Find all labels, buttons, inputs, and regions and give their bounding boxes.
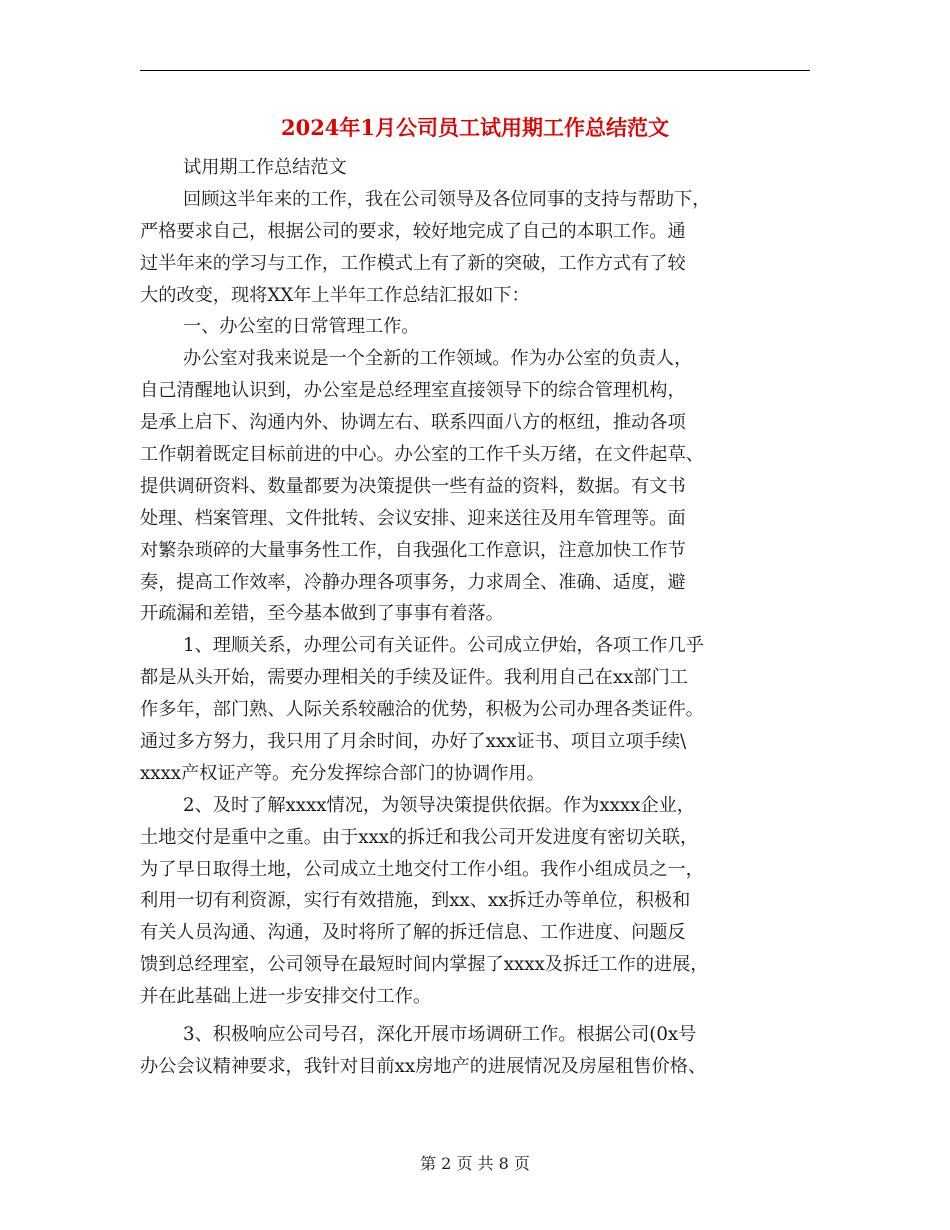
paragraph-line: 对繁杂琐碎的大量事务性工作，自我强化工作意识，注意加快工作节 bbox=[140, 539, 686, 561]
paragraph-line: 通过多方努力，我只用了月余时间，办好了xxx证书、项目立项手续\ bbox=[140, 731, 687, 753]
paragraph-line: xxxx产权证产等。充分发挥综合部门的协调作用。 bbox=[140, 762, 545, 784]
paragraph-line: 办公室对我来说是一个全新的工作领域。作为办公室的负责人， bbox=[183, 348, 693, 370]
paragraph-line: 开疏漏和差错，至今基本做到了事事有着落。 bbox=[140, 603, 504, 625]
paragraph-line: 都是从头开始，需要办理相关的手续及证件。我利用自己在xx部门工 bbox=[140, 667, 688, 689]
paragraph-line: 土地交付是重中之重。由于xxx的拆迁和我公司开发进度有密切关联， bbox=[140, 826, 699, 848]
page-number: 第 2 页 共 8 页 bbox=[420, 1154, 530, 1173]
paragraph-line: 过半年来的学习与工作，工作模式上有了新的突破，工作方式有了较 bbox=[140, 252, 686, 274]
paragraph-line: 利用一切有利资源，实行有效措施，到xx、xx拆迁办等单位，积极和 bbox=[140, 890, 691, 912]
paragraph-line: 1、理顺关系，办理公司有关证件。公司成立伊始，各项工作几乎 bbox=[183, 635, 704, 657]
paragraph-line: 馈到总经理室，公司领导在最短时间内掌握了xxxx及拆迁工作的进展， bbox=[140, 954, 709, 976]
paragraph-line: 办公会议精神要求，我针对目前xx房地产的进展情况及房屋租售价格、 bbox=[140, 1055, 707, 1077]
section-heading: 一、办公室的日常管理工作。 bbox=[183, 316, 420, 338]
paragraph-line: 2、及时了解xxxx情况，为领导决策提供依据。作为xxxx企业， bbox=[183, 794, 695, 816]
paragraph-line: 并在此基础上进一步安排交付工作。 bbox=[140, 986, 432, 1008]
paragraph-line: 严格要求自己，根据公司的要求，较好地完成了自己的本职工作。通 bbox=[140, 220, 686, 242]
paragraph-line: 是承上启下、沟通内外、协调左右、联系四面八方的枢纽，推动各项 bbox=[140, 412, 686, 434]
paragraph-line: 提供调研资料、数量都要为决策提供一些有益的资料，数据。有文书 bbox=[140, 475, 686, 497]
paragraph-line: 大的改变，现将XX年上半年工作总结汇报如下： bbox=[140, 284, 530, 306]
paragraph-line: 处理、档案管理、文件批转、会议安排、迎来送往及用车管理等。面 bbox=[140, 507, 686, 529]
paragraph-line: 3、积极响应公司号召，深化开展市场调研工作。根据公司(0x号 bbox=[183, 1024, 697, 1046]
document-title: 2024年1月公司员工试用期工作总结范文 bbox=[280, 115, 670, 140]
subtitle-line: 试用期工作总结范文 bbox=[183, 157, 347, 178]
header-rule bbox=[140, 70, 810, 71]
paragraph-line: 奏，提高工作效率，冷静办理各项事务，力求周全、准确、适度，避 bbox=[140, 571, 686, 593]
paragraph-line: 有关人员沟通、沟通，及时将所了解的拆迁信息、工作进度、问题反 bbox=[140, 922, 686, 944]
paragraph-line: 为了早日取得土地，公司成立土地交付工作小组。我作小组成员之一， bbox=[140, 858, 704, 880]
document-body bbox=[140, 152, 810, 1083]
paragraph-line: 自己清醒地认识到，办公室是总经理室直接领导下的综合管理机构， bbox=[140, 380, 686, 402]
paragraph-line: 工作朝着既定目标前进的中心。办公室的工作千头万绪，在文件起草、 bbox=[140, 444, 704, 466]
paragraph-line: 回顾这半年来的工作，我在公司领导及各位同事的支持与帮助下， bbox=[183, 188, 711, 210]
paragraph-line: 作多年，部门熟、人际关系较融洽的优势，积极为公司办理各类证件。 bbox=[140, 699, 704, 721]
